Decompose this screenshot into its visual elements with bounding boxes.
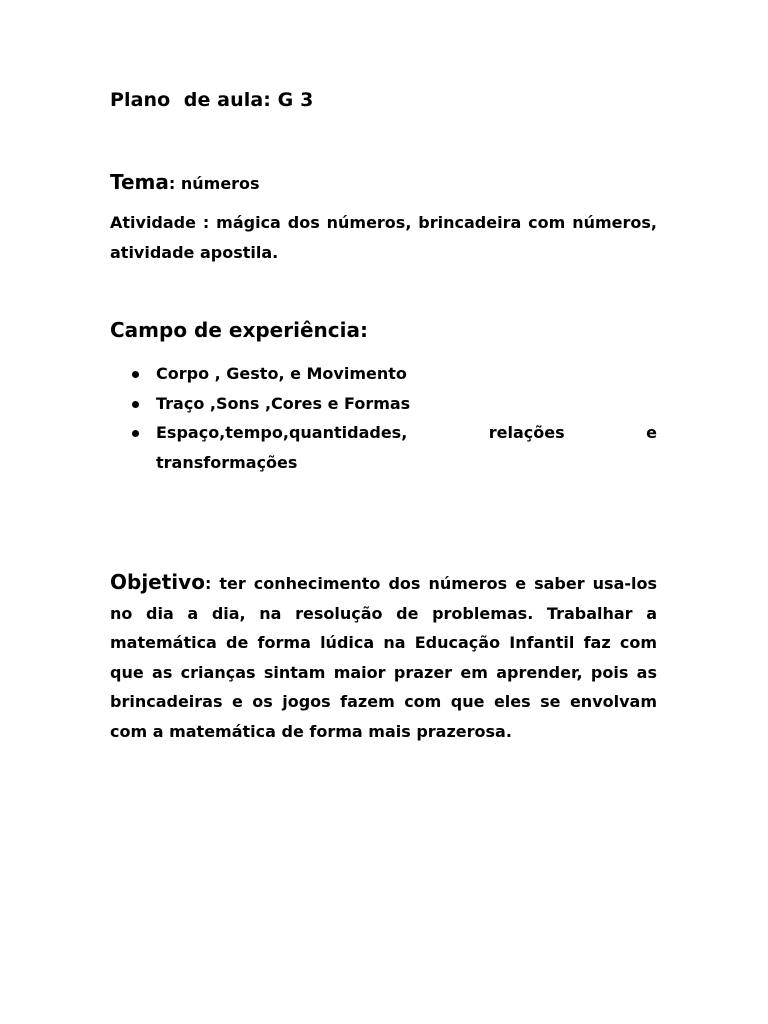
list-item-line (156, 418, 657, 448)
campo-list (110, 359, 657, 477)
bullet-icon (132, 371, 139, 378)
document-title: Plano de aula: G 3 (110, 89, 314, 111)
list-item (110, 418, 657, 477)
atividade-paragraph: Atividade : mágica dos números, brincadeira com números, atividade apostila. (110, 213, 657, 262)
list-item-line: transformações (156, 452, 298, 472)
bullet-icon (132, 430, 139, 437)
list-item-text: Traço ,Sons ,Cores e Formas (156, 393, 411, 413)
list-item (110, 359, 657, 389)
list-item (110, 389, 657, 419)
list-item-word: relações (488, 423, 565, 442)
bullet-icon (132, 401, 139, 408)
list-item-word: Espaço,tempo,quantidades, (156, 423, 408, 442)
list-item-word: e (646, 423, 657, 442)
tema-value: : números (168, 174, 260, 193)
campo-heading: Campo de experiência: (110, 318, 368, 342)
tema-label: Tema (110, 170, 169, 194)
objetivo-label: Objetivo (110, 570, 205, 594)
objetivo-paragraph (110, 568, 657, 746)
tema-line (110, 170, 260, 194)
objetivo-text: : ter conhecimento dos números e saber usa-los no dia a dia, na resolução de problemas. Trabalhar a matemática de forma lúdica na Educação Infantil faz com que as crianças sintam maior prazer em aprender, pois as brincadeiras e os jogos fazem com que eles se envolvam com a matemática de forma mais prazerosa. (110, 574, 657, 741)
list-item-text: Corpo , Gesto, e Movimento (156, 364, 407, 383)
